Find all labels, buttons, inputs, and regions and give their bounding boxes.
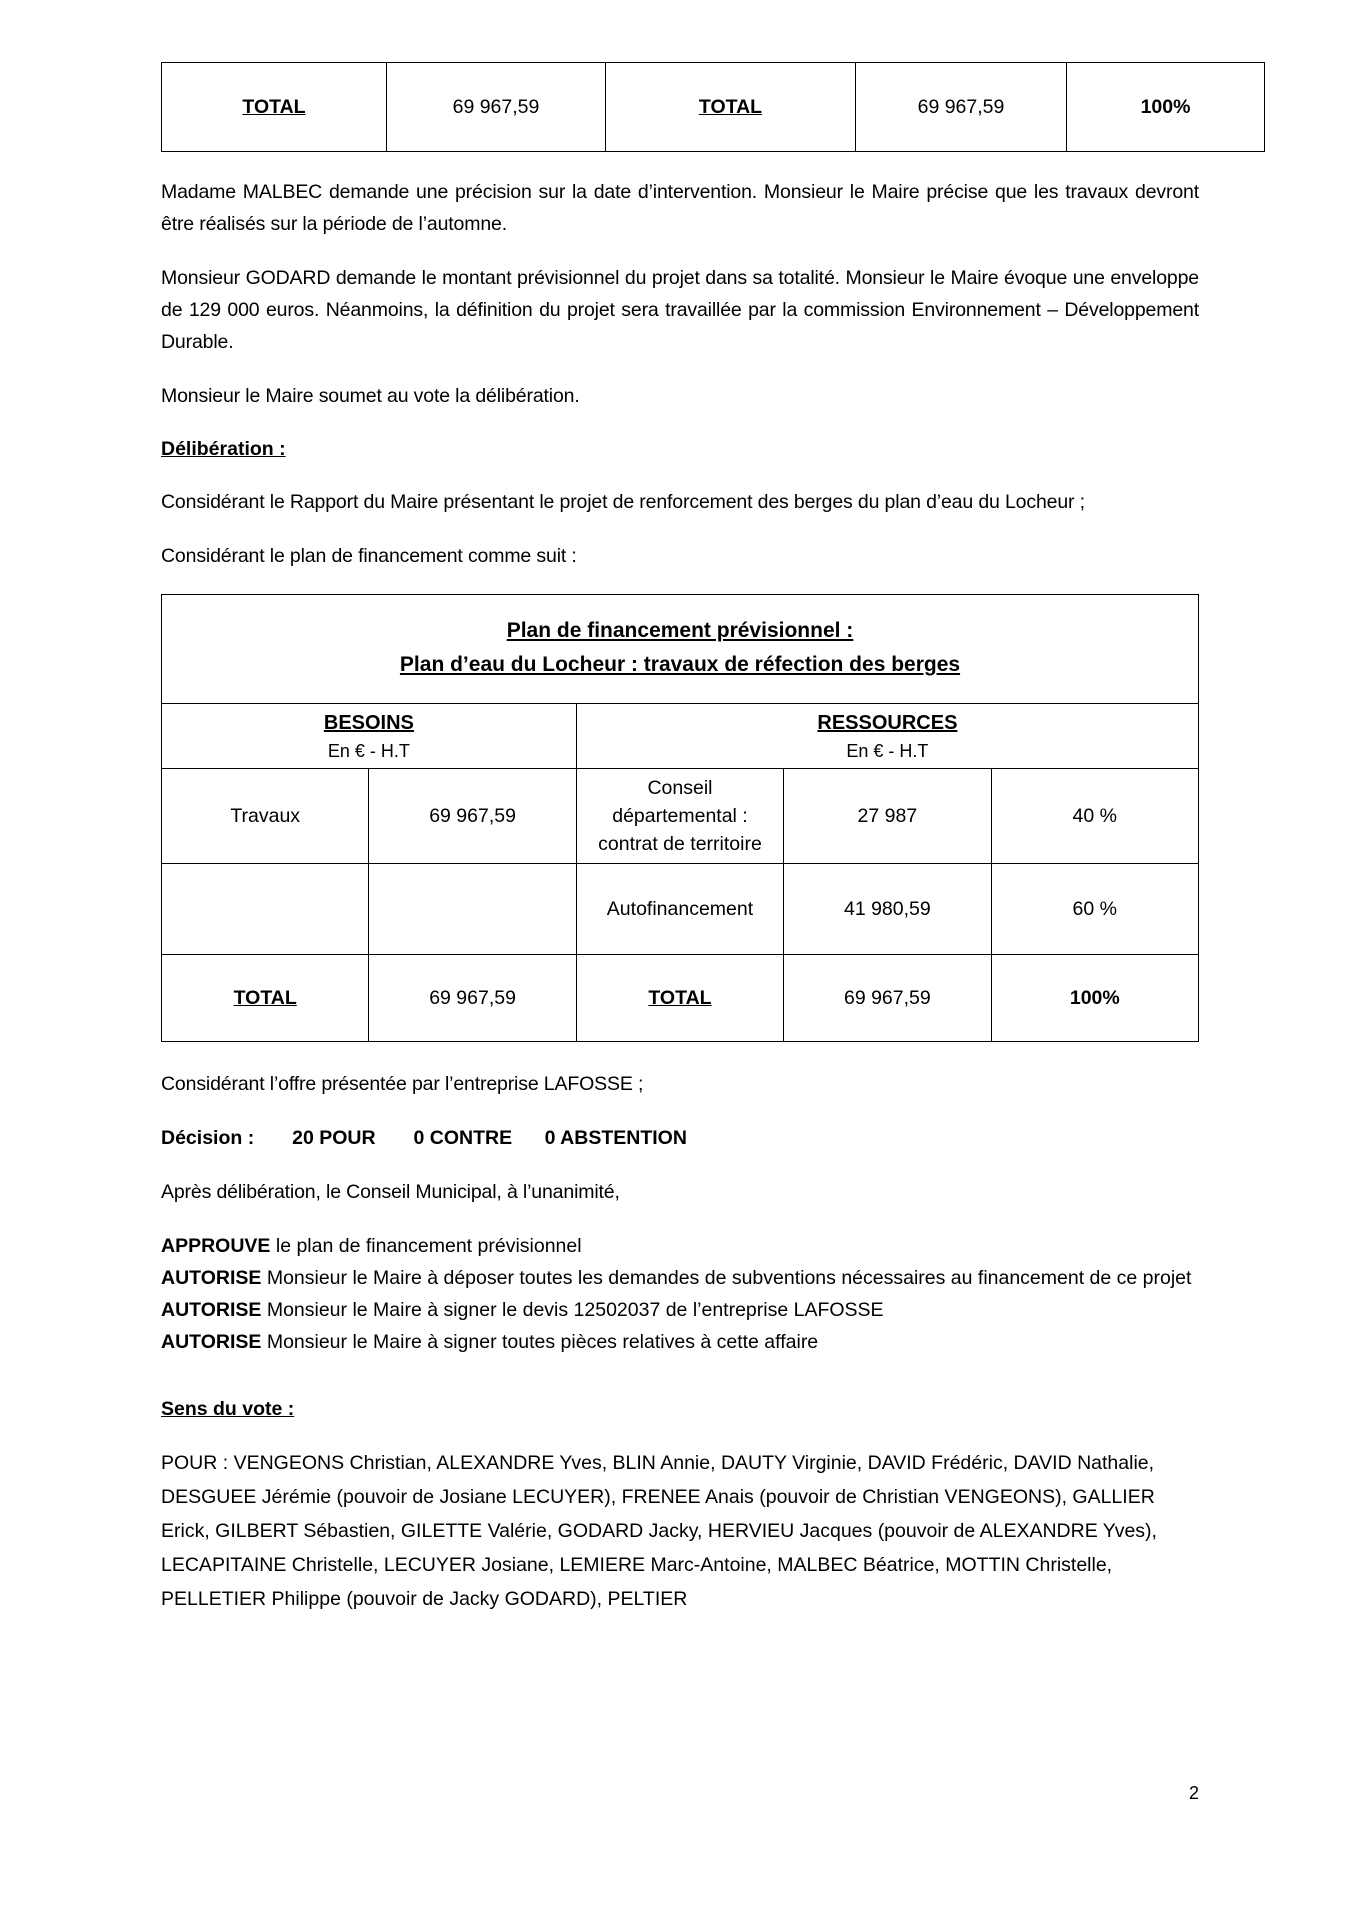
decision-abstention: 0 ABSTENTION: [544, 1127, 687, 1149]
ressource-amount-0: 27 987: [784, 769, 991, 864]
total-label-besoins: TOTAL: [162, 955, 369, 1042]
total-amount-ressources: 69 967,59: [784, 955, 991, 1042]
total-percentage: 100%: [991, 955, 1198, 1042]
top-total-label-besoins: TOTAL: [162, 63, 387, 152]
total-amount-besoins: 69 967,59: [369, 955, 576, 1042]
top-total-amount-ressources: 69 967,59: [856, 63, 1067, 152]
paragraph-malbec: Madame MALBEC demande une précision sur la date d’intervention. Monsieur le Maire précise que les travaux devront être réalisés sur la période de l’automne.: [161, 181, 1199, 235]
besoin-amount-0: 69 967,59: [369, 769, 576, 864]
resolution-item: [161, 1326, 1199, 1358]
page-number: 2: [1188, 1783, 1199, 1803]
resolution-item: [161, 1294, 1199, 1326]
table-row: [162, 63, 1265, 152]
besoin-label-0: Travaux: [162, 769, 369, 864]
ressource-percentage-1: 60 %: [991, 864, 1198, 955]
decision-line: [161, 1122, 1199, 1154]
header-besoins: [162, 704, 577, 769]
vote-names-list: POUR : VENGEONS Christian, ALEXANDRE Yves, BLIN Annie, DAUTY Virginie, DAVID Frédéric, DAVID Nathalie, DESGUEE Jérémie (pouvoir de Josiane LECUYER), FRENEE Anais (pouvoir de Christian VENGEONS), GALLIER Erick, GILBERT Sébastien, GILETTE Valérie, GODARD Jacky, HERVIEU Jacques (pouvoir de ALEXANDRE Yves), LECAPITAINE Christelle, LECUYER Josiane, LEMIERE Marc-Antoine, MALBEC Béatrice, MOTTIN Christelle, PELLETIER Philippe (pouvoir de Jacky GODARD), PELTIER: [161, 1452, 1157, 1610]
resolution-text-0: le plan de financement prévisionnel: [270, 1235, 582, 1257]
paragraph-soumet-vote: Monsieur le Maire soumet au vote la délibération.: [161, 385, 580, 407]
financing-plan-title: [162, 595, 1199, 704]
resolution-text-1: Monsieur le Maire à déposer toutes les demandes de subventions nécessaires au financement de ce projet: [261, 1267, 1192, 1289]
resolutions-block: [161, 1230, 1199, 1358]
header-besoins-label: BESOINS: [323, 712, 414, 734]
table-row: [162, 864, 1199, 955]
resolution-text-2: Monsieur le Maire à signer le devis 12502037 de l’entreprise LAFOSSE: [261, 1299, 884, 1321]
paragraph-considerant-rapport: Considérant le Rapport du Maire présentant le projet de renforcement des berges du plan d’eau du Locheur ;: [161, 491, 1085, 513]
title-line-1: Plan de financement prévisionnel :: [506, 619, 854, 642]
decision-contre: 0 CONTRE: [413, 1127, 513, 1149]
top-summary-table: [161, 62, 1265, 152]
resolution-verb-3: AUTORISE: [161, 1331, 262, 1353]
resolution-verb-0: APPROUVE: [161, 1235, 271, 1257]
resolution-item: [161, 1262, 1199, 1294]
header-ressources-label: RESSOURCES: [817, 712, 958, 734]
besoin-label-1: [162, 864, 369, 955]
paragraph-godard: Monsieur GODARD demande le montant prévisionnel du projet dans sa totalité. Monsieur le Maire évoque une enveloppe de 129 000 euros. Néanmoins, la définition du projet sera travaillée par la commission Environnement – Développement Durable.: [161, 267, 1199, 353]
resolution-verb-2: AUTORISE: [161, 1299, 262, 1321]
top-total-percentage: 100%: [1067, 63, 1265, 152]
header-besoins-unit: En € - H.T: [327, 741, 410, 761]
paragraph-considerant-offre: Considérant l’offre présentée par l’entreprise LAFOSSE ;: [161, 1073, 644, 1095]
page-content: [161, 0, 1199, 1616]
top-total-amount-besoins: 69 967,59: [387, 63, 606, 152]
resolution-verb-1: AUTORISE: [161, 1267, 262, 1289]
ressource-label-0: Conseil départemental : contrat de territoire: [576, 769, 783, 864]
header-ressources-unit: En € - H.T: [846, 741, 929, 761]
decision-pour: 20 POUR: [292, 1127, 376, 1149]
decision-label: Décision :: [161, 1127, 255, 1149]
ressource-label-1: Autofinancement: [576, 864, 783, 955]
table-row: [162, 769, 1199, 864]
resolution-text-3: Monsieur le Maire à signer toutes pièces relatives à cette affaire: [261, 1331, 819, 1353]
ressource-percentage-0: 40 %: [991, 769, 1198, 864]
title-line-2: Plan d’eau du Locheur : travaux de réfection des berges: [399, 653, 961, 676]
resolution-item: [161, 1230, 1199, 1262]
ressource-amount-1: 41 980,59: [784, 864, 991, 955]
financing-plan-table: [161, 594, 1199, 1042]
paragraph-apres-deliberation: Après délibération, le Conseil Municipal, à l’unanimité,: [161, 1181, 620, 1203]
total-label-ressources: TOTAL: [576, 955, 783, 1042]
top-total-label-ressources: TOTAL: [606, 63, 856, 152]
besoin-amount-1: [369, 864, 576, 955]
heading-sens-du-vote: Sens du vote :: [161, 1398, 295, 1420]
table-total-row: [162, 955, 1199, 1042]
heading-deliberation: Délibération :: [161, 438, 286, 460]
table-title-row: [162, 595, 1199, 704]
header-ressources: [576, 704, 1198, 769]
table-header-row: [162, 704, 1199, 769]
paragraph-considerant-plan: Considérant le plan de financement comme suit :: [161, 545, 577, 567]
